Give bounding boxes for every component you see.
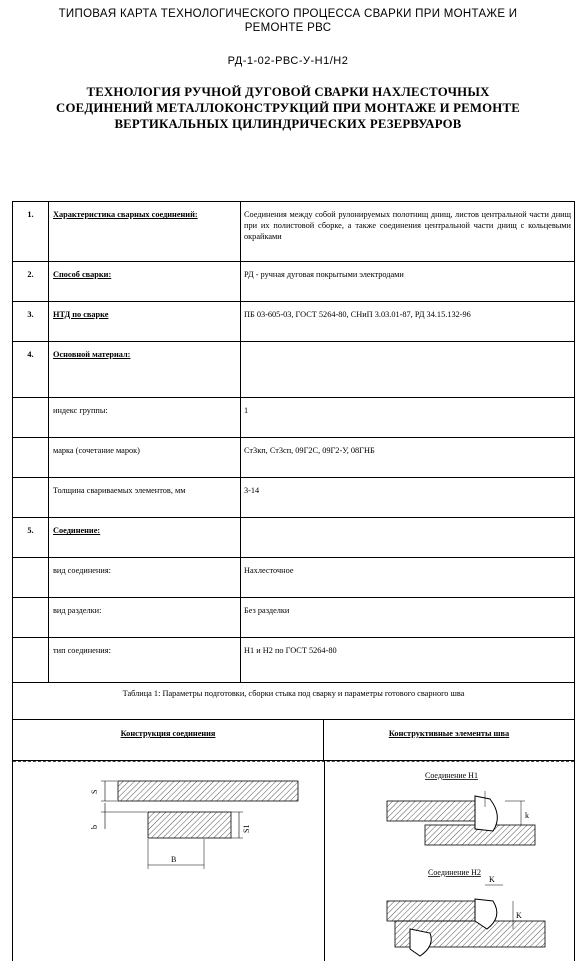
upper-plate: [118, 781, 298, 801]
row-label: Характеристика сварных соединений:: [49, 202, 241, 261]
dim-b-label: b: [90, 825, 99, 829]
table-row: [13, 302, 574, 342]
dim-s-label: S: [90, 789, 99, 794]
weld-elements-drawing: [325, 761, 575, 961]
row-value: Соединения между собой рулонируемых полотнищ днищ, листов центральной части днищ при их полистовой сборке, а также соединения центральной части днищ с кольцевыми окрайками: [244, 210, 571, 241]
h2-dim-K-side: K: [516, 911, 522, 920]
table-row: [13, 202, 574, 262]
table-row: [13, 398, 574, 438]
row-value: РД - ручная дуговая покрытыми электродами: [244, 270, 404, 279]
lower-plate: [148, 812, 231, 838]
row-value: ПБ 03-605-03, ГОСТ 5264-80, СНиП 3.03.01-87, РД 34.15.132-96: [244, 310, 471, 319]
row-label: Основной материал:: [49, 342, 241, 397]
row-value: Ст3кп, Ст3сп, 09Г2С, 09Г2-У, 08ГНБ: [244, 446, 375, 455]
row-label: Способ сварки:: [49, 262, 241, 301]
table-row: [13, 262, 574, 302]
dim-B-label: B: [171, 855, 177, 864]
table-row: [13, 638, 574, 682]
document-header: [0, 7, 576, 35]
row-value: Н1 и Н2 по ГОСТ 5264-80: [244, 646, 337, 655]
joint-h1-label: Соединение Н1: [425, 771, 478, 780]
row-number: 3.: [13, 302, 49, 341]
table-row: [13, 478, 574, 518]
h1-dim-k: k: [525, 811, 529, 820]
joint-h2-label: Соединение Н2: [428, 868, 481, 877]
table-row: [13, 518, 574, 558]
row-label: Толщина свариваемых элементов, мм: [49, 478, 241, 517]
drawing-area: [12, 761, 575, 961]
row-number: [13, 478, 49, 517]
row-value: 3-14: [244, 486, 260, 495]
row-value: Нахлесточное: [244, 566, 294, 575]
column-header-construction: Конструкция соединения: [13, 720, 324, 760]
row-number: 5.: [13, 518, 49, 557]
header-line-1: ТИПОВАЯ КАРТА ТЕХНОЛОГИЧЕСКОГО ПРОЦЕССА СВАРКИ ПРИ МОНТАЖЕ И: [58, 8, 518, 20]
row-value: [241, 342, 574, 397]
table-row: [13, 558, 574, 598]
row-label: НТД по сварке: [49, 302, 241, 341]
row-label: Соединение:: [49, 518, 241, 557]
table-row: [13, 342, 574, 398]
row-number: 4.: [13, 342, 49, 397]
row-number: [13, 638, 49, 682]
row-number: [13, 438, 49, 477]
row-number: 2.: [13, 262, 49, 301]
row-number: [13, 558, 49, 597]
row-label: марка (сочетание марок): [49, 438, 241, 477]
document-title: [0, 84, 576, 132]
column-header-elements: Конструктивные элементы шва: [388, 729, 510, 738]
title-line-3: ВЕРТИКАЛЬНЫХ ЦИЛИНДРИЧЕСКИХ РЕЗЕРВУАРОВ: [114, 117, 462, 131]
h2-dim-k: K: [489, 875, 495, 884]
row-number: 1.: [13, 202, 49, 261]
table-caption: Таблица 1: Параметры подготовки, сборки стыка под сварку и параметры готового сварного шва: [12, 683, 575, 720]
row-number: [13, 598, 49, 637]
row-value: [241, 518, 574, 557]
table-row: [13, 598, 574, 638]
title-line-1: ТЕХНОЛОГИЯ РУЧНОЙ ДУГОВОЙ СВАРКИ НАХЛЕСТОЧНЫХ: [86, 85, 490, 99]
header-line-2: РЕМОНТЕ РВС: [244, 22, 332, 34]
specification-table: [12, 201, 575, 683]
lap-joint-drawing: [13, 761, 324, 961]
row-label: тип соединения:: [49, 638, 241, 682]
row-value: 1: [244, 406, 249, 415]
drawing-header: [12, 719, 575, 761]
row-number: [13, 398, 49, 437]
table-row: [13, 438, 574, 478]
title-line-2: СОЕДИНЕНИЙ МЕТАЛЛОКОНСТРУКЦИЙ ПРИ МОНТАЖЕ И РЕМОНТЕ: [56, 101, 520, 115]
document-code: РД-1-02-РВС-У-Н1/Н2: [227, 55, 349, 67]
row-label: индекс группы:: [49, 398, 241, 437]
dim-s1-label: S1: [242, 824, 251, 833]
row-label: вид соединения:: [49, 558, 241, 597]
row-label: вид разделки:: [49, 598, 241, 637]
row-value: Без разделки: [244, 606, 290, 615]
